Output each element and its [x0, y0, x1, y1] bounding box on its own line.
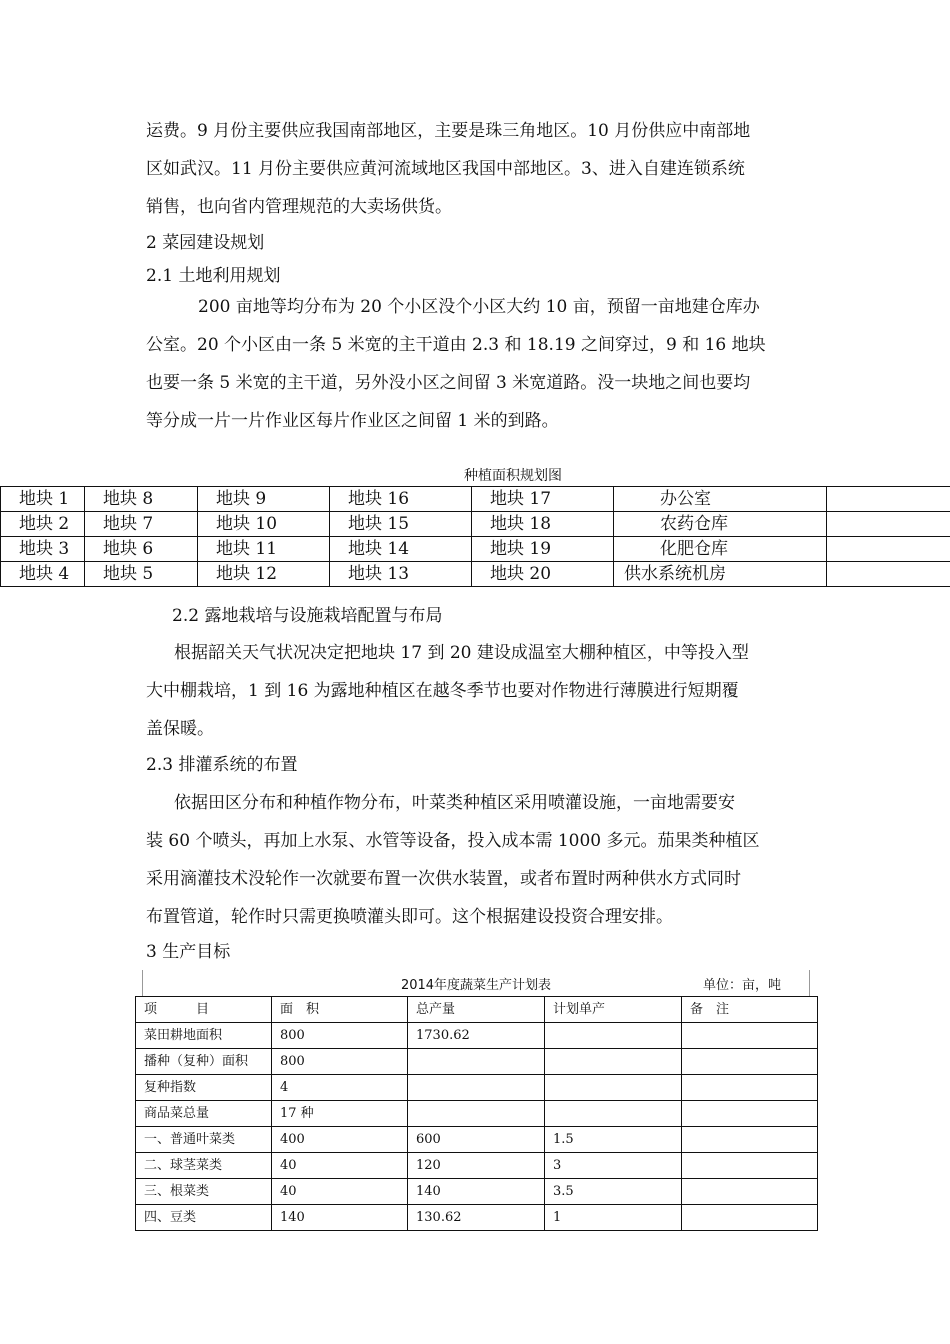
- plot-cell: 地块 9: [198, 487, 330, 512]
- plot-cell: [827, 537, 950, 562]
- section-2-1-heading: 2.1 土地利用规划: [146, 266, 281, 286]
- plan-cell: [682, 1023, 818, 1049]
- plot-cell: 农药仓库: [614, 512, 827, 537]
- plan-cell: 播种（复种）面积: [136, 1049, 272, 1075]
- plot-cell: 地块 19: [472, 537, 614, 562]
- plan-cell: [682, 1075, 818, 1101]
- plan-cell: 1: [545, 1205, 682, 1231]
- plan-cell: 140: [272, 1205, 408, 1231]
- plan-cell: 17 种: [272, 1101, 408, 1127]
- plan-cell: 菜田耕地面积: [136, 1023, 272, 1049]
- section-3-heading: 3 生产目标: [146, 942, 231, 962]
- plot-cell: 地块 5: [85, 562, 198, 587]
- plot-cell: 地块 18: [472, 512, 614, 537]
- plan-cell: 400: [272, 1127, 408, 1153]
- intro-line: 运费。9 月份主要供应我国南部地区，主要是珠三角地区。10 月份供应中南部地: [146, 121, 751, 141]
- plan-cell: 140: [408, 1179, 545, 1205]
- plan-cell: 三、根菜类: [136, 1179, 272, 1205]
- irrigation-line: 布置管道，轮作时只需更换喷灌头即可。这个根据建设投资合理安排。: [146, 907, 673, 927]
- plan-cell: 800: [272, 1023, 408, 1049]
- cultivation-paragraph: [146, 634, 812, 748]
- section-2-3-heading: 2.3 排灌系统的布置: [146, 755, 298, 775]
- plot-cell: [827, 512, 950, 537]
- plan-cell: 复种指数: [136, 1075, 272, 1101]
- plan-cell: [545, 1023, 682, 1049]
- plan-cell: 1730.62: [408, 1023, 545, 1049]
- plan-cell: 40: [272, 1179, 408, 1205]
- irrigation-paragraph: [146, 784, 812, 936]
- plan-cell: 40: [272, 1153, 408, 1179]
- table-row: [136, 1049, 818, 1075]
- plan-cell: [682, 1153, 818, 1179]
- plan-cell: [545, 1101, 682, 1127]
- plan-cell: 商品菜总量: [136, 1101, 272, 1127]
- plot-cell: 办公室: [614, 487, 827, 512]
- table-row: [136, 1179, 818, 1205]
- land-use-line: 也要一条 5 米宽的主干道，另外没小区之间留 3 米宽道路。没一块地之间也要均: [146, 373, 751, 393]
- plot-cell: 地块 10: [198, 512, 330, 537]
- plot-cell: 地块 3: [1, 537, 85, 562]
- plan-cell: [682, 1127, 818, 1153]
- land-use-line: 等分成一片一片作业区每片作业区之间留 1 米的到路。: [146, 411, 559, 431]
- plan-cell: 800: [272, 1049, 408, 1075]
- table-row: [136, 1075, 818, 1101]
- header-cell: 总产量: [408, 997, 545, 1023]
- table-header-row: [136, 997, 818, 1023]
- plan-cell: 3: [545, 1153, 682, 1179]
- production-plan-table: [135, 996, 818, 1231]
- plan-table-unit: 单位：亩，吨: [702, 978, 781, 993]
- plot-cell: 供水系统机房: [614, 562, 827, 587]
- plan-cell: 1.5: [545, 1127, 682, 1153]
- plot-cell: 地块 4: [1, 562, 85, 587]
- table-row: [1, 537, 950, 562]
- production-plan: [135, 970, 817, 1231]
- plot-cell: 化肥仓库: [614, 537, 827, 562]
- table-row: [136, 1153, 818, 1179]
- plan-table-title: 2014年度蔬菜生产计划表: [400, 978, 552, 993]
- intro-paragraph: [146, 112, 812, 226]
- plot-cell: 地块 17: [472, 487, 614, 512]
- plan-cell: 一、普通叶菜类: [136, 1127, 272, 1153]
- cultivation-line: 大中棚栽培，1 到 16 为露地种植区在越冬季节也要对作物进行薄膜进行短期覆: [146, 681, 739, 701]
- plan-cell: [682, 1101, 818, 1127]
- intro-line: 区如武汉。11 月份主要供应黄河流域地区我国中部地区。3、进入自建连锁系统: [146, 159, 745, 179]
- header-cell: 面 积: [272, 997, 408, 1023]
- section-2-2-heading: 2.2 露地栽培与设施栽培配置与布局: [172, 606, 443, 626]
- plan-cell: [408, 1075, 545, 1101]
- plot-cell: [827, 487, 950, 512]
- table-row: [136, 1205, 818, 1231]
- plan-cell: [682, 1205, 818, 1231]
- header-cell: 项 目: [136, 997, 272, 1023]
- plot-cell: [827, 562, 950, 587]
- plot-cell: 地块 11: [198, 537, 330, 562]
- plan-cell: [682, 1049, 818, 1075]
- cultivation-line: 根据韶关天气状况决定把地块 17 到 20 建设成温室大棚种植区，中等投入型: [174, 643, 749, 663]
- plot-cell: 地块 2: [1, 512, 85, 537]
- header-cell: 计划单产: [545, 997, 682, 1023]
- plan-cell: 4: [272, 1075, 408, 1101]
- plan-cell: 3.5: [545, 1179, 682, 1205]
- plan-cell: 四、豆类: [136, 1205, 272, 1231]
- plot-table-caption: 种植面积规划图: [464, 468, 562, 484]
- plan-cell: [682, 1179, 818, 1205]
- table-row: [1, 487, 950, 512]
- plan-cell: [408, 1101, 545, 1127]
- plan-cell: [408, 1049, 545, 1075]
- plot-cell: 地块 20: [472, 562, 614, 587]
- plot-cell: 地块 8: [85, 487, 198, 512]
- plot-cell: 地块 13: [330, 562, 472, 587]
- plot-cell: 地块 15: [330, 512, 472, 537]
- table-row: [136, 1127, 818, 1153]
- section-2-heading: 2 菜园建设规划: [146, 233, 265, 253]
- intro-line: 销售，也向省内管理规范的大卖场供货。: [146, 197, 452, 217]
- plot-cell: 地块 12: [198, 562, 330, 587]
- plot-cell: 地块 6: [85, 537, 198, 562]
- table-row: [136, 1023, 818, 1049]
- land-use-line: 200 亩地等均分布为 20 个小区没个小区大约 10 亩，预留一亩地建仓库办: [198, 297, 760, 317]
- table-row: [1, 512, 950, 537]
- plan-cell: 120: [408, 1153, 545, 1179]
- plan-cell: 二、球茎菜类: [136, 1153, 272, 1179]
- cultivation-line: 盖保暖。: [146, 719, 214, 739]
- plan-title-bar: [142, 970, 810, 996]
- header-cell: 备 注: [682, 997, 818, 1023]
- plan-cell: [545, 1075, 682, 1101]
- irrigation-line: 装 60 个喷头，再加上水泵、水管等设备，投入成本需 1000 多元。茄果类种植区: [146, 831, 760, 851]
- plot-table: [0, 486, 950, 587]
- land-use-line: 公室。20 个小区由一条 5 米宽的主干道由 2.3 和 18.19 之间穿过，9 和 16 地块: [146, 335, 766, 355]
- plot-cell: 地块 1: [1, 487, 85, 512]
- table-row: [136, 1101, 818, 1127]
- irrigation-line: 采用滴灌技术没轮作一次就要布置一次供水装置，或者布置时两种供水方式同时: [146, 869, 741, 889]
- plot-cell: 地块 7: [85, 512, 198, 537]
- plot-cell: 地块 16: [330, 487, 472, 512]
- table-row: [1, 562, 950, 587]
- plan-cell: 600: [408, 1127, 545, 1153]
- irrigation-line: 依据田区分布和种植作物分布，叶菜类种植区采用喷灌设施，一亩地需要安: [174, 793, 735, 813]
- plan-cell: 130.62: [408, 1205, 545, 1231]
- land-use-paragraph: [146, 288, 812, 440]
- plan-cell: [545, 1049, 682, 1075]
- plot-cell: 地块 14: [330, 537, 472, 562]
